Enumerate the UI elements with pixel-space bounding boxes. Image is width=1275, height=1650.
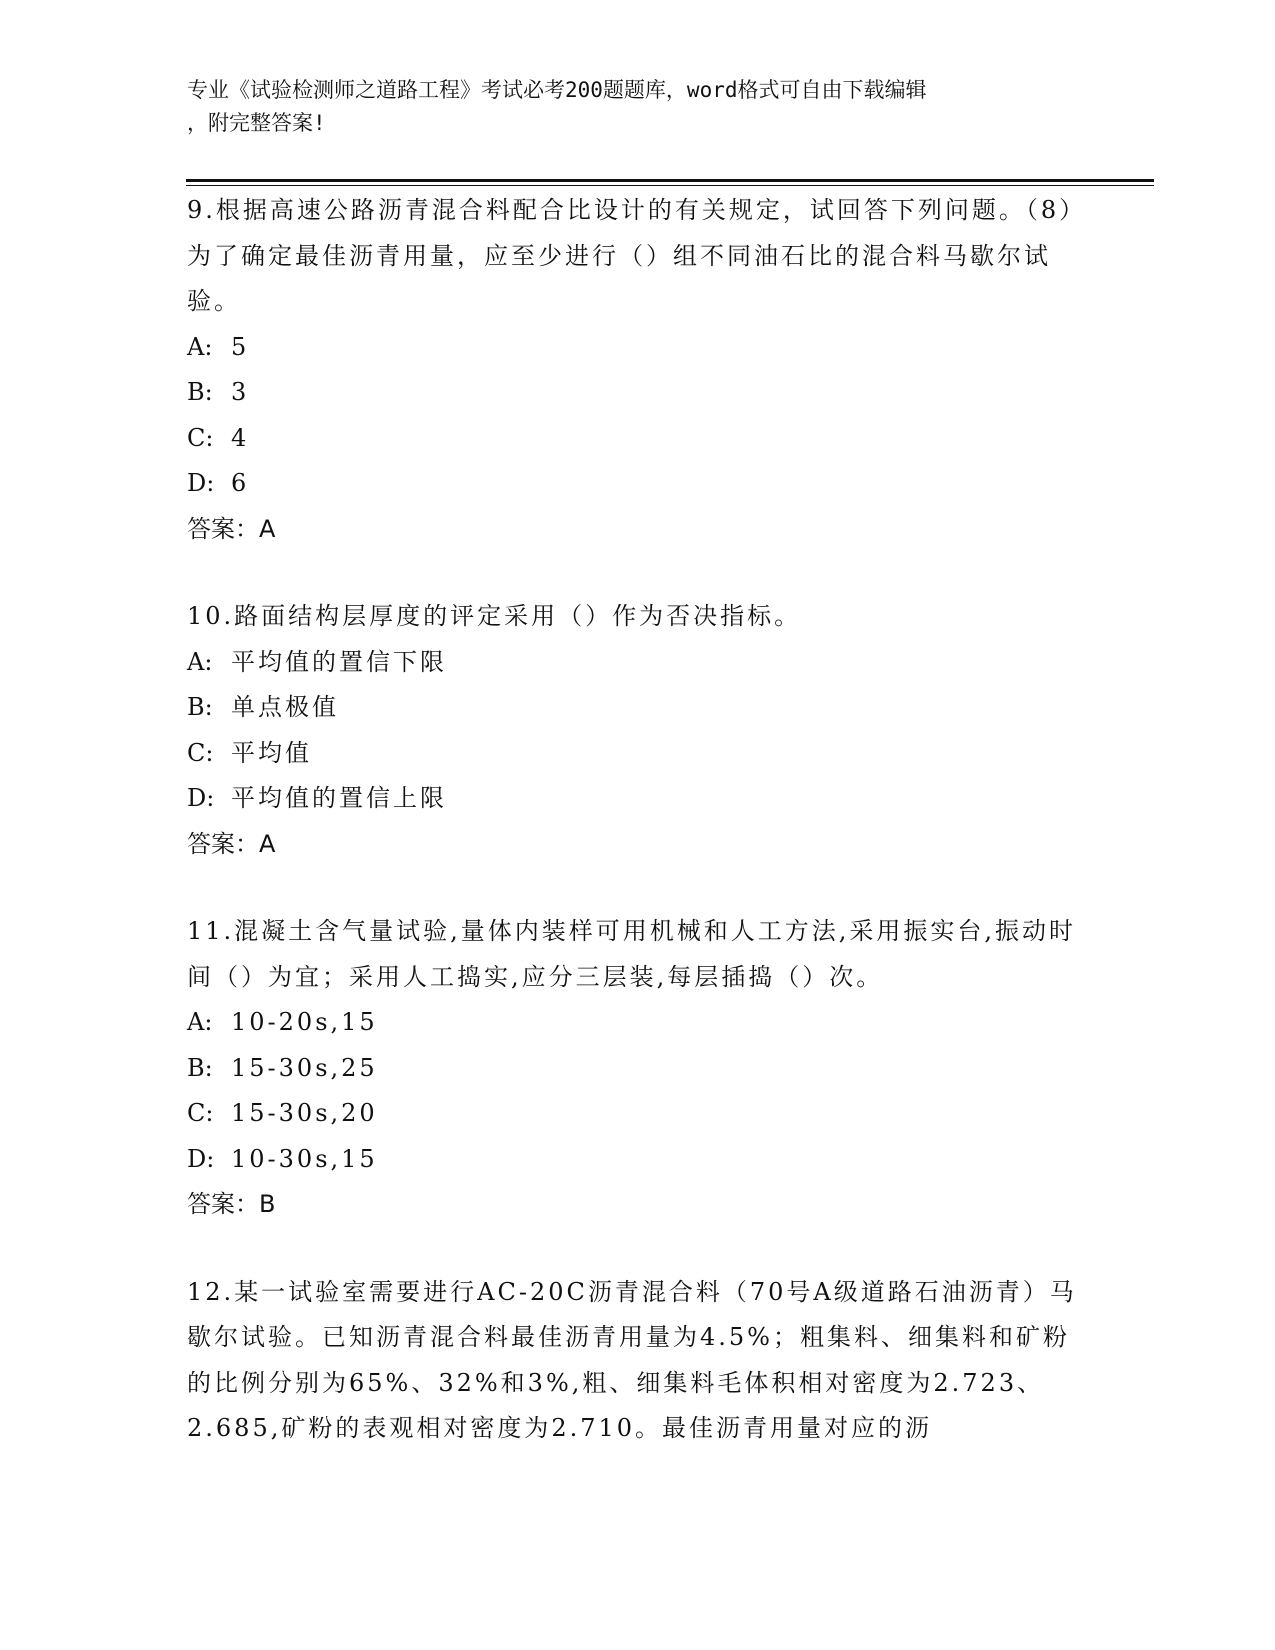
option-b [187,685,1077,731]
option-b [187,1046,1077,1092]
option-c [187,416,1077,462]
question-10 [187,594,1077,867]
option-letter: B: [187,378,213,406]
option-c [187,731,1077,777]
option-d [187,461,1077,507]
option-letter: A: [187,332,213,361]
question-11 [187,909,1077,1228]
option-letter: A: [187,647,213,676]
option-letter: D: [187,784,215,812]
option-letter: C: [187,738,214,767]
option-text: 10-20s,15 [231,1008,378,1036]
option-b [187,370,1077,416]
option-letter: C: [187,423,214,452]
option-letter: C: [187,1099,214,1127]
question-text: 12.某一试验室需要进行AC-20C沥青混合料（70号A级道路石油沥青）马歇尔试验。已知沥青混合料最佳沥青用量为4.5%；粗集料、细集料和矿粉的比例分别为65%、32%和3%,粗、细集料毛体积相对密度为2.723、2.685,矿粉的表观相对密度为2.710。最佳沥青用量对应的沥 [187,1277,1077,1442]
question-text: 9.根据高速公路沥青混合料配合比设计的有关规定，试回答下列问题。（8）为了确定最佳沥青用量，应至少进行（）组不同油石比的混合料马歇尔试验。 [187,196,1075,315]
option-text: 4 [231,423,250,452]
header-rule-thin [186,185,1154,186]
option-a [187,640,1077,686]
option-letter: B: [187,1053,213,1082]
option-text: 3 [231,378,250,406]
option-letter: A: [187,1008,213,1036]
option-text: 平均值的置信上限 [231,784,447,812]
answer-line: 答案：B [187,1190,276,1218]
header-intro-line1: 专业《试验检测师之道路工程》考试必考200题题库，word格式可自由下载编辑 [187,78,927,102]
document-header [187,74,1067,140]
option-text: 15-30s,20 [231,1099,378,1127]
option-letter: B: [187,693,213,721]
answer-line: 答案：A [187,829,276,858]
option-text: 平均值 [231,738,312,767]
question-text: 11.混凝土含气量试验,量体内装样可用机械和人工方法,采用振实台,振动时间（）为宜；采用人工捣实,应分三层装,每层插捣（）次。 [187,917,1077,991]
option-d [187,776,1077,822]
option-text: 10-30s,15 [231,1144,378,1173]
header-rule-thick [186,179,1154,182]
question-list [187,188,1077,1480]
question-9 [187,188,1077,552]
option-a [187,325,1077,371]
option-text: 单点极值 [231,693,339,721]
option-letter: D: [187,469,215,497]
option-c [187,1091,1077,1137]
option-a [187,1000,1077,1046]
question-text: 10.路面结构层厚度的评定采用（）作为否决指标。 [187,602,802,630]
option-text: 6 [231,469,250,497]
question-12 [187,1270,1077,1452]
option-text: 15-30s,25 [231,1053,378,1082]
option-text: 平均值的置信下限 [231,647,447,676]
option-text: 5 [231,332,250,361]
answer-line: 答案：A [187,514,276,543]
option-letter: D: [187,1144,215,1173]
option-d [187,1137,1077,1183]
header-intro-line2: ，附完整答案! [187,111,326,135]
